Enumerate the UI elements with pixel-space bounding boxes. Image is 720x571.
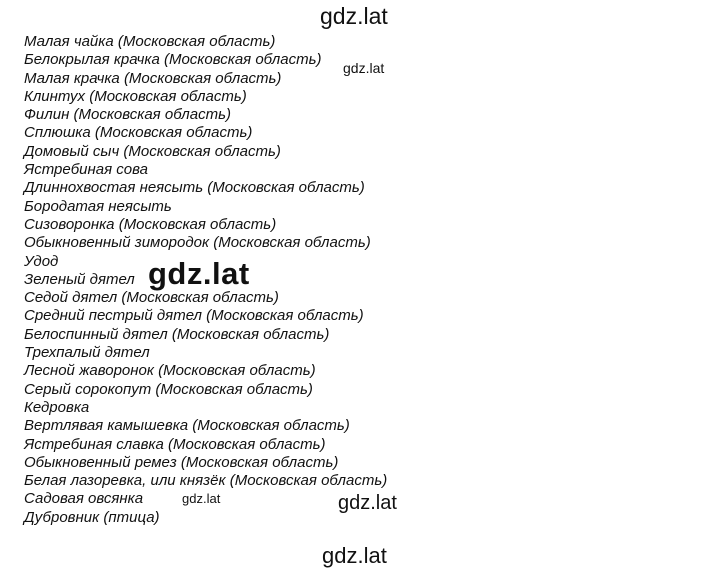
list-item: Серый сорокопут (Московская область) [24,380,313,398]
list-item: Белая лазоревка, или князёк (Московская область) [24,472,388,490]
watermark-top: gdz.lat [320,3,388,29]
list-item: Белокрылая крачка (Московская область) [24,51,322,69]
watermark-bottom: gdz.lat [322,543,387,568]
list-item: Средний пестрый дятел (Московская область) [24,307,364,325]
list-item: Вертлявая камышевка (Московская область) [24,417,350,435]
watermark-small-2: gdz.lat [182,491,221,506]
list-item: Лесной жаворонок (Московская область) [24,362,316,380]
list-item: Зеленый дятел [24,270,135,288]
list-item: Трехпалый дятел [24,344,150,362]
watermark-small-1: gdz.lat [343,60,385,76]
list-item: Обыкновенный зимородок (Московская область) [24,234,371,252]
list-item: Сизоворонка (Московская область) [24,215,277,233]
list-item: Седой дятел (Московская область) [24,289,279,307]
watermark-big: gdz.lat [148,256,250,291]
list-item: Малая чайка (Московская область) [24,33,276,50]
list-item: Ястребиная сова [24,161,148,179]
list-item: Малая крачка (Московская область) [24,69,282,87]
list-item: Садовая овсянка [24,490,144,508]
list-item: Удод [24,252,59,270]
list-item: Бородатая неясыть [24,197,172,215]
list-item: Кедровка [24,398,90,416]
list-item: Дубровник (птица) [24,508,160,526]
list-item: Домовый сыч (Московская область) [24,142,281,160]
list-item: Сплюшка (Московская область) [24,124,253,142]
list-item: Ястребиная славка (Московская область) [24,435,326,453]
watermark-middle-right: gdz.lat [338,492,397,514]
list-item: Клинтух (Московская область) [24,87,247,105]
list-item: Обыкновенный ремез (Московская область) [24,453,339,471]
list-item: Белоспинный дятел (Московская область) [24,325,330,343]
list-item: Филин (Московская область) [24,106,231,124]
list-item: Длиннохвостая неясыть (Московская область) [24,179,365,197]
